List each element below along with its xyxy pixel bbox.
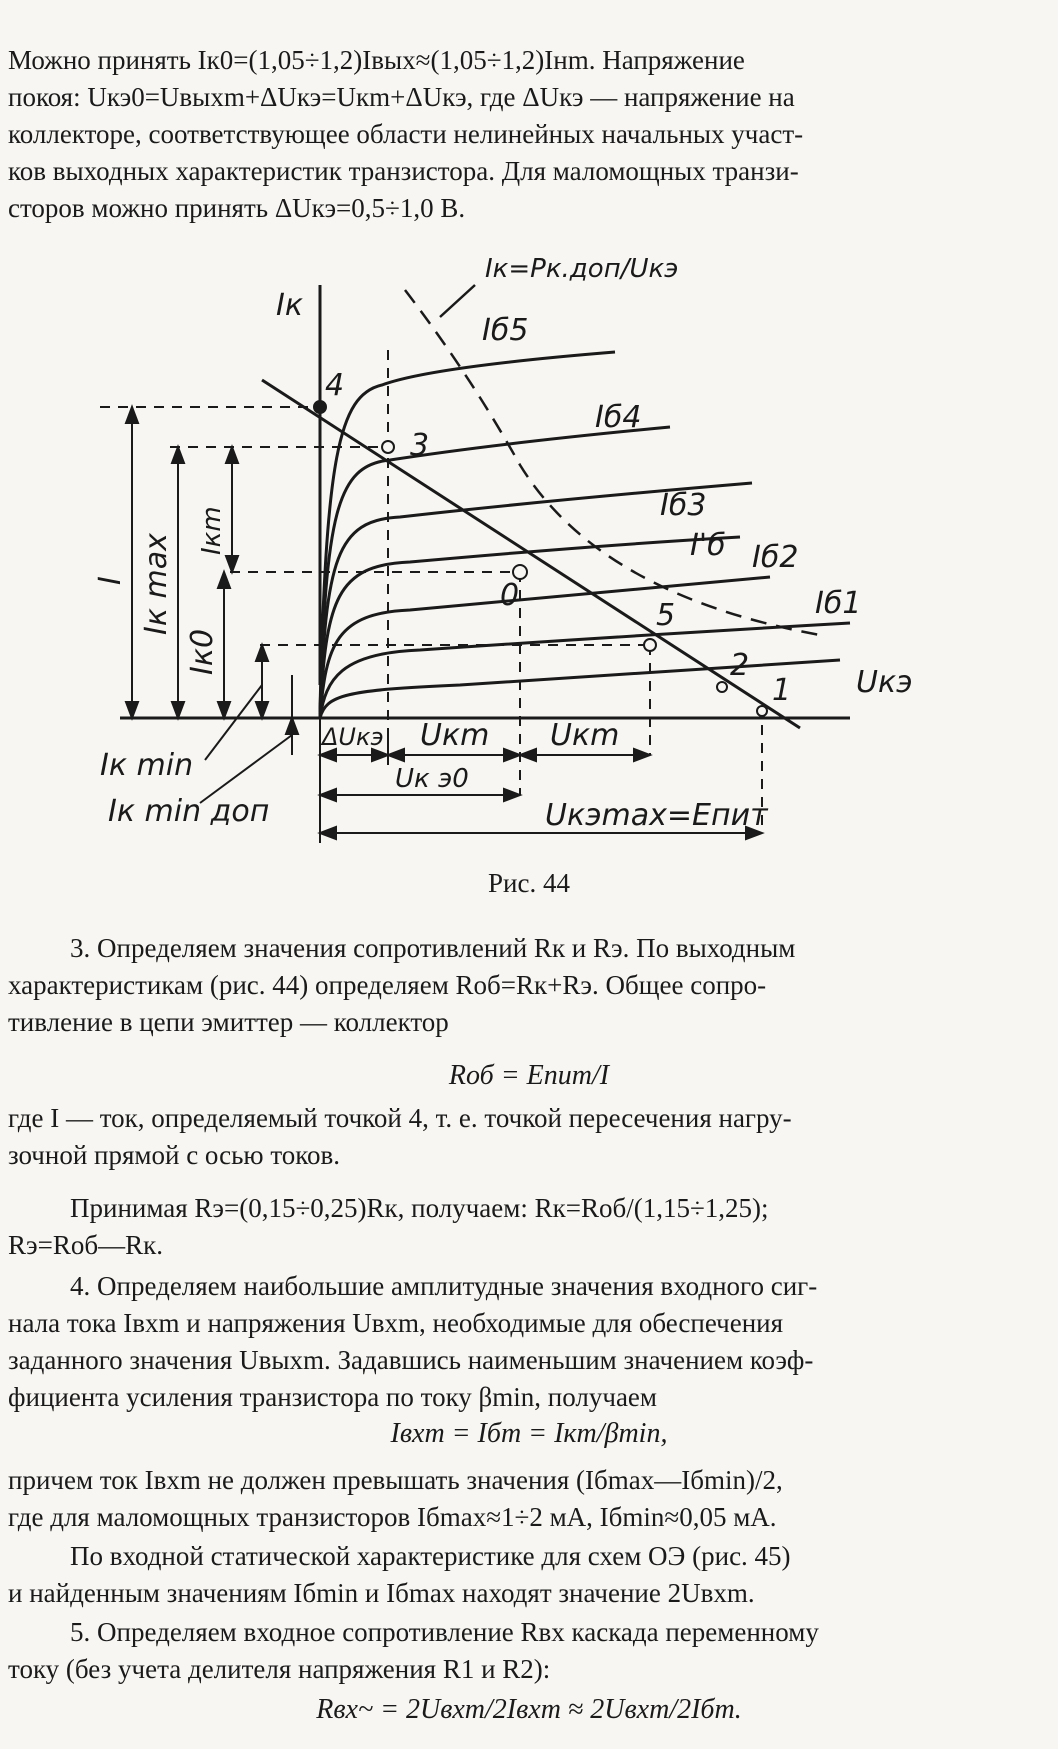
step3-after-line-1: где I — ток, определяемый точкой 4, т. е. точкой пересечения нагру- — [8, 1103, 792, 1133]
label-dim-uke0: Uк э0 — [395, 764, 469, 794]
intro-line-4: ков выходных характеристик транзистора. Для маломощных транзи- — [8, 156, 799, 186]
step5-line-1: 5. Определяем входное сопротивление Rвх каскада переменному — [70, 1617, 819, 1647]
step4-input-line-2: и найденным значениям Iбmin и Iбmax находят значение 2Uвхm. — [8, 1578, 755, 1608]
step4-line-2: нала тока Iвхm и напряжения Uвхm, необходимые для обеспечения — [8, 1308, 784, 1338]
point-1 — [757, 706, 767, 716]
power-hyperbola — [405, 290, 820, 635]
step3-line-1: 3. Определяем значения сопротивлений Rк и Rэ. По выходным — [70, 933, 796, 963]
label-dim-ikm: Iкm — [197, 506, 227, 555]
label-dim-I: I — [93, 576, 128, 585]
step3-accept-line-2: Rэ=Rоб—Rк. — [8, 1230, 163, 1260]
intro-line-2: покоя: Uкэ0=Uвыхm+ΔUкэ=Uкm+ΔUкэ, где ΔUкэ — напряжение на — [8, 82, 795, 112]
label-x-axis: Uкэ — [856, 665, 913, 700]
point-5 — [644, 639, 656, 651]
step4-input-paragraph — [8, 1538, 1008, 1612]
step4-line-1: 4. Определяем наибольшие амплитудные значения входного сиг- — [70, 1271, 818, 1301]
label-point-2: 2 — [730, 648, 750, 683]
label-ib2: Iб2 — [752, 540, 799, 575]
label-ib5: Iб5 — [482, 313, 529, 348]
intro-line-5: сторов можно принять ΔUкэ=0,5÷1,0 В. — [8, 193, 466, 223]
point-2 — [717, 682, 727, 692]
step4-after-line-2: где для маломощных транзисторов Iбmax≈1÷2 мА, Iбmin≈0,05 мА. — [8, 1502, 777, 1532]
intro-paragraph — [8, 42, 1008, 227]
step4-after-line-1: причем ток Iвхm не должен превышать значения (Iбmax—Iбmin)/2, — [8, 1465, 783, 1495]
label-y-axis: Iк — [276, 288, 303, 323]
step5-paragraph — [8, 1614, 1008, 1688]
figure-caption: Рис. 44 — [488, 868, 570, 898]
point-0 — [513, 565, 527, 579]
curve-ib1 — [320, 623, 850, 717]
label-dim-ukm-1: Uкm — [420, 718, 490, 753]
step4-line-3: заданного значения Uвыхm. Задавшись наименьшим значением коэф- — [8, 1345, 814, 1375]
label-dim-duke: ΔUкэ — [322, 723, 384, 751]
label-dim-ikmax: Iк max — [139, 533, 174, 635]
intro-line-3: коллекторе, соответствующее области нелинейных начальных участ- — [8, 119, 804, 149]
curve-ib5 — [320, 352, 615, 710]
formula-ivxm: Iвхm = Iбm = Iкm/βmin, — [390, 1418, 668, 1449]
figure-44 — [0, 255, 1058, 845]
step5-line-2: току (без учета делителя напряжения R1 и R2): — [8, 1654, 551, 1684]
step3-line-2: характеристикам (рис. 44) определяем Rоб=Rк+Rэ. Общее сопро- — [8, 970, 767, 1000]
label-point-4: 4 — [325, 368, 345, 403]
label-hyperbola: Iк=Pк.доп/Uкэ — [485, 255, 679, 284]
step3-after-line-2: зочной прямой с осью токов. — [8, 1140, 341, 1170]
step4-line-4: фициента усиления транзистора по току βmin, получаем — [8, 1382, 658, 1412]
step3-paragraph — [8, 930, 1008, 1041]
label-ikmin-dop: Iк min доп — [108, 794, 270, 829]
label-dim-ukm-2: Uкm — [550, 718, 620, 753]
step3-accept-paragraph — [8, 1190, 1008, 1264]
formula-rvx: Rвх~ = 2Uвхm/2Iвхm ≈ 2Uвхm/2Iбm. — [316, 1694, 742, 1725]
formula-rob: Rоб = Eпит/I — [448, 1060, 610, 1091]
step3-after-paragraph — [8, 1100, 1008, 1174]
step3-line-3: тивление в цепи эмиттер — коллектор — [8, 1007, 449, 1037]
point-3 — [382, 441, 394, 453]
step3-accept-line-1: Принимая Rэ=(0,15÷0,25)Rк, получаем: Rк=Rоб/(1,15÷1,25); — [70, 1193, 769, 1223]
label-ib3: Iб3 — [660, 488, 707, 523]
hyperbola-pointer — [440, 285, 475, 317]
label-dim-ik0: Iк0 — [185, 628, 220, 675]
label-point-0: 0 — [500, 578, 520, 613]
step4-paragraph — [8, 1268, 1008, 1416]
label-ib-prime: I'б — [690, 528, 726, 563]
label-point-5: 5 — [656, 598, 676, 633]
label-point-3: 3 — [410, 428, 430, 463]
label-dim-ukemax: Uкэmax=Eпит — [545, 798, 768, 833]
label-ikmin: Iк min — [100, 748, 194, 783]
step4-input-line-1: По входной статической характеристике для схем ОЭ (рис. 45) — [70, 1541, 791, 1571]
label-point-1: 1 — [772, 673, 792, 708]
label-ib1: Iб1 — [815, 586, 862, 621]
label-ib4: Iб4 — [595, 400, 642, 435]
intro-line-1: Можно принять Iк0=(1,05÷1,2)Iвых≈(1,05÷1,2)Iнm. Напряжение — [8, 45, 745, 75]
step4-after-paragraph — [8, 1462, 1008, 1536]
